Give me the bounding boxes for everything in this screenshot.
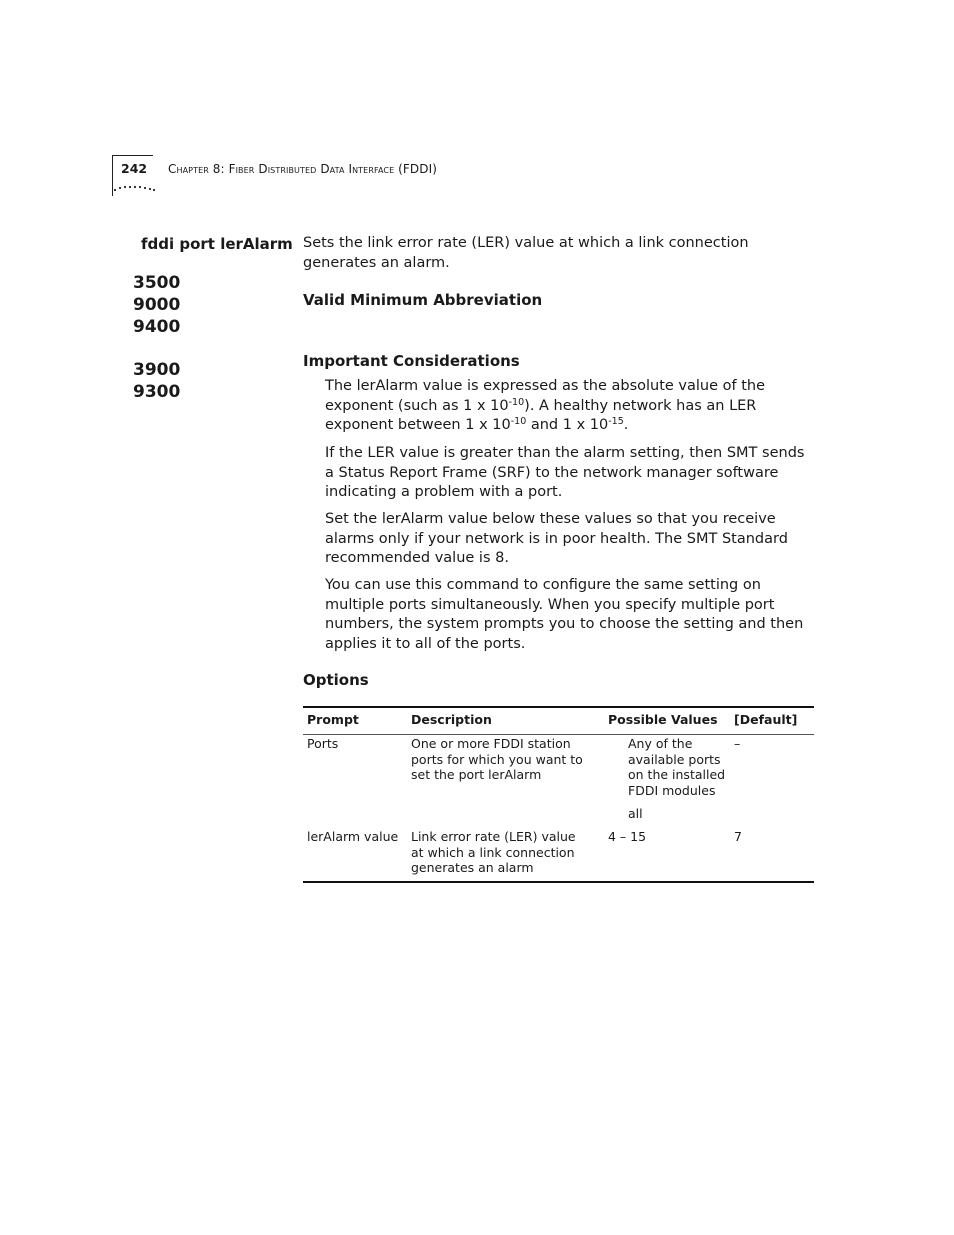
abbreviation-heading: Valid Minimum Abbreviation [303, 291, 543, 309]
consideration-paragraph: If the LER value is greater than the alarm setting, then SMT sends a Status Report Frame (SRF) to the network manager software indicating a problem with a port. [325, 445, 805, 500]
consideration-paragraph: You can use this command to configure the same setting on multiple ports simultaneously. When you specify multiple port numbers, the system prompts you to choose the setting and then applies it to all of the ports. [325, 577, 804, 652]
platform-label: 9000 [133, 295, 181, 315]
platform-label: 3900 [133, 360, 181, 380]
consideration-paragraph: Set the lerAlarm value below these values so that you receive alarms only if your network is in poor health. The SMT Standard recommended value is 8. [325, 511, 788, 566]
platform-label: 3500 [133, 273, 181, 293]
table-cell-values: 4 – 15 [608, 829, 647, 844]
table-cell-values: all [628, 806, 643, 821]
table-header-description: Description [411, 712, 492, 727]
table-header-default: [Default] [734, 712, 798, 727]
table-cell-description: One or more FDDI station ports for which you want to set the port lerAlarm [411, 736, 583, 782]
table-cell-values: Any of the available ports on the installed FDDI modules [628, 736, 726, 798]
table-cell-default: – [734, 736, 741, 751]
platform-label: 9400 [133, 317, 181, 337]
consideration-paragraph: The lerAlarm value is expressed as the absolute value of the exponent (such as 1 x $10^{-10}$). A healthy network has an LER exponent between 1 x $10^{-10}$ and 1 x $10^{-15}$. [325, 378, 766, 433]
table-header-prompt: Prompt [307, 712, 359, 727]
table-header-values: Possible Values [608, 712, 718, 727]
running-title: Chapter 8: Fiber Distributed Data Interface (FDDI) [168, 162, 438, 176]
table-cell-prompt: lerAlarm value [307, 829, 399, 844]
considerations-heading: Important Considerations [303, 352, 520, 370]
header-dots-icon [112, 184, 158, 196]
page-number: 242 [121, 161, 148, 176]
table-cell-prompt: Ports [307, 736, 339, 751]
command-description: Sets the link error rate (LER) value at which a link connection generates an alarm. [303, 235, 749, 271]
options-heading: Options [303, 671, 369, 689]
platform-label: 9300 [133, 382, 181, 402]
table-cell-default: 7 [734, 829, 742, 844]
table-cell-description: Link error rate (LER) value at which a link connection generates an alarm [411, 829, 576, 875]
command-title: fddi port lerAlarm [141, 235, 293, 253]
